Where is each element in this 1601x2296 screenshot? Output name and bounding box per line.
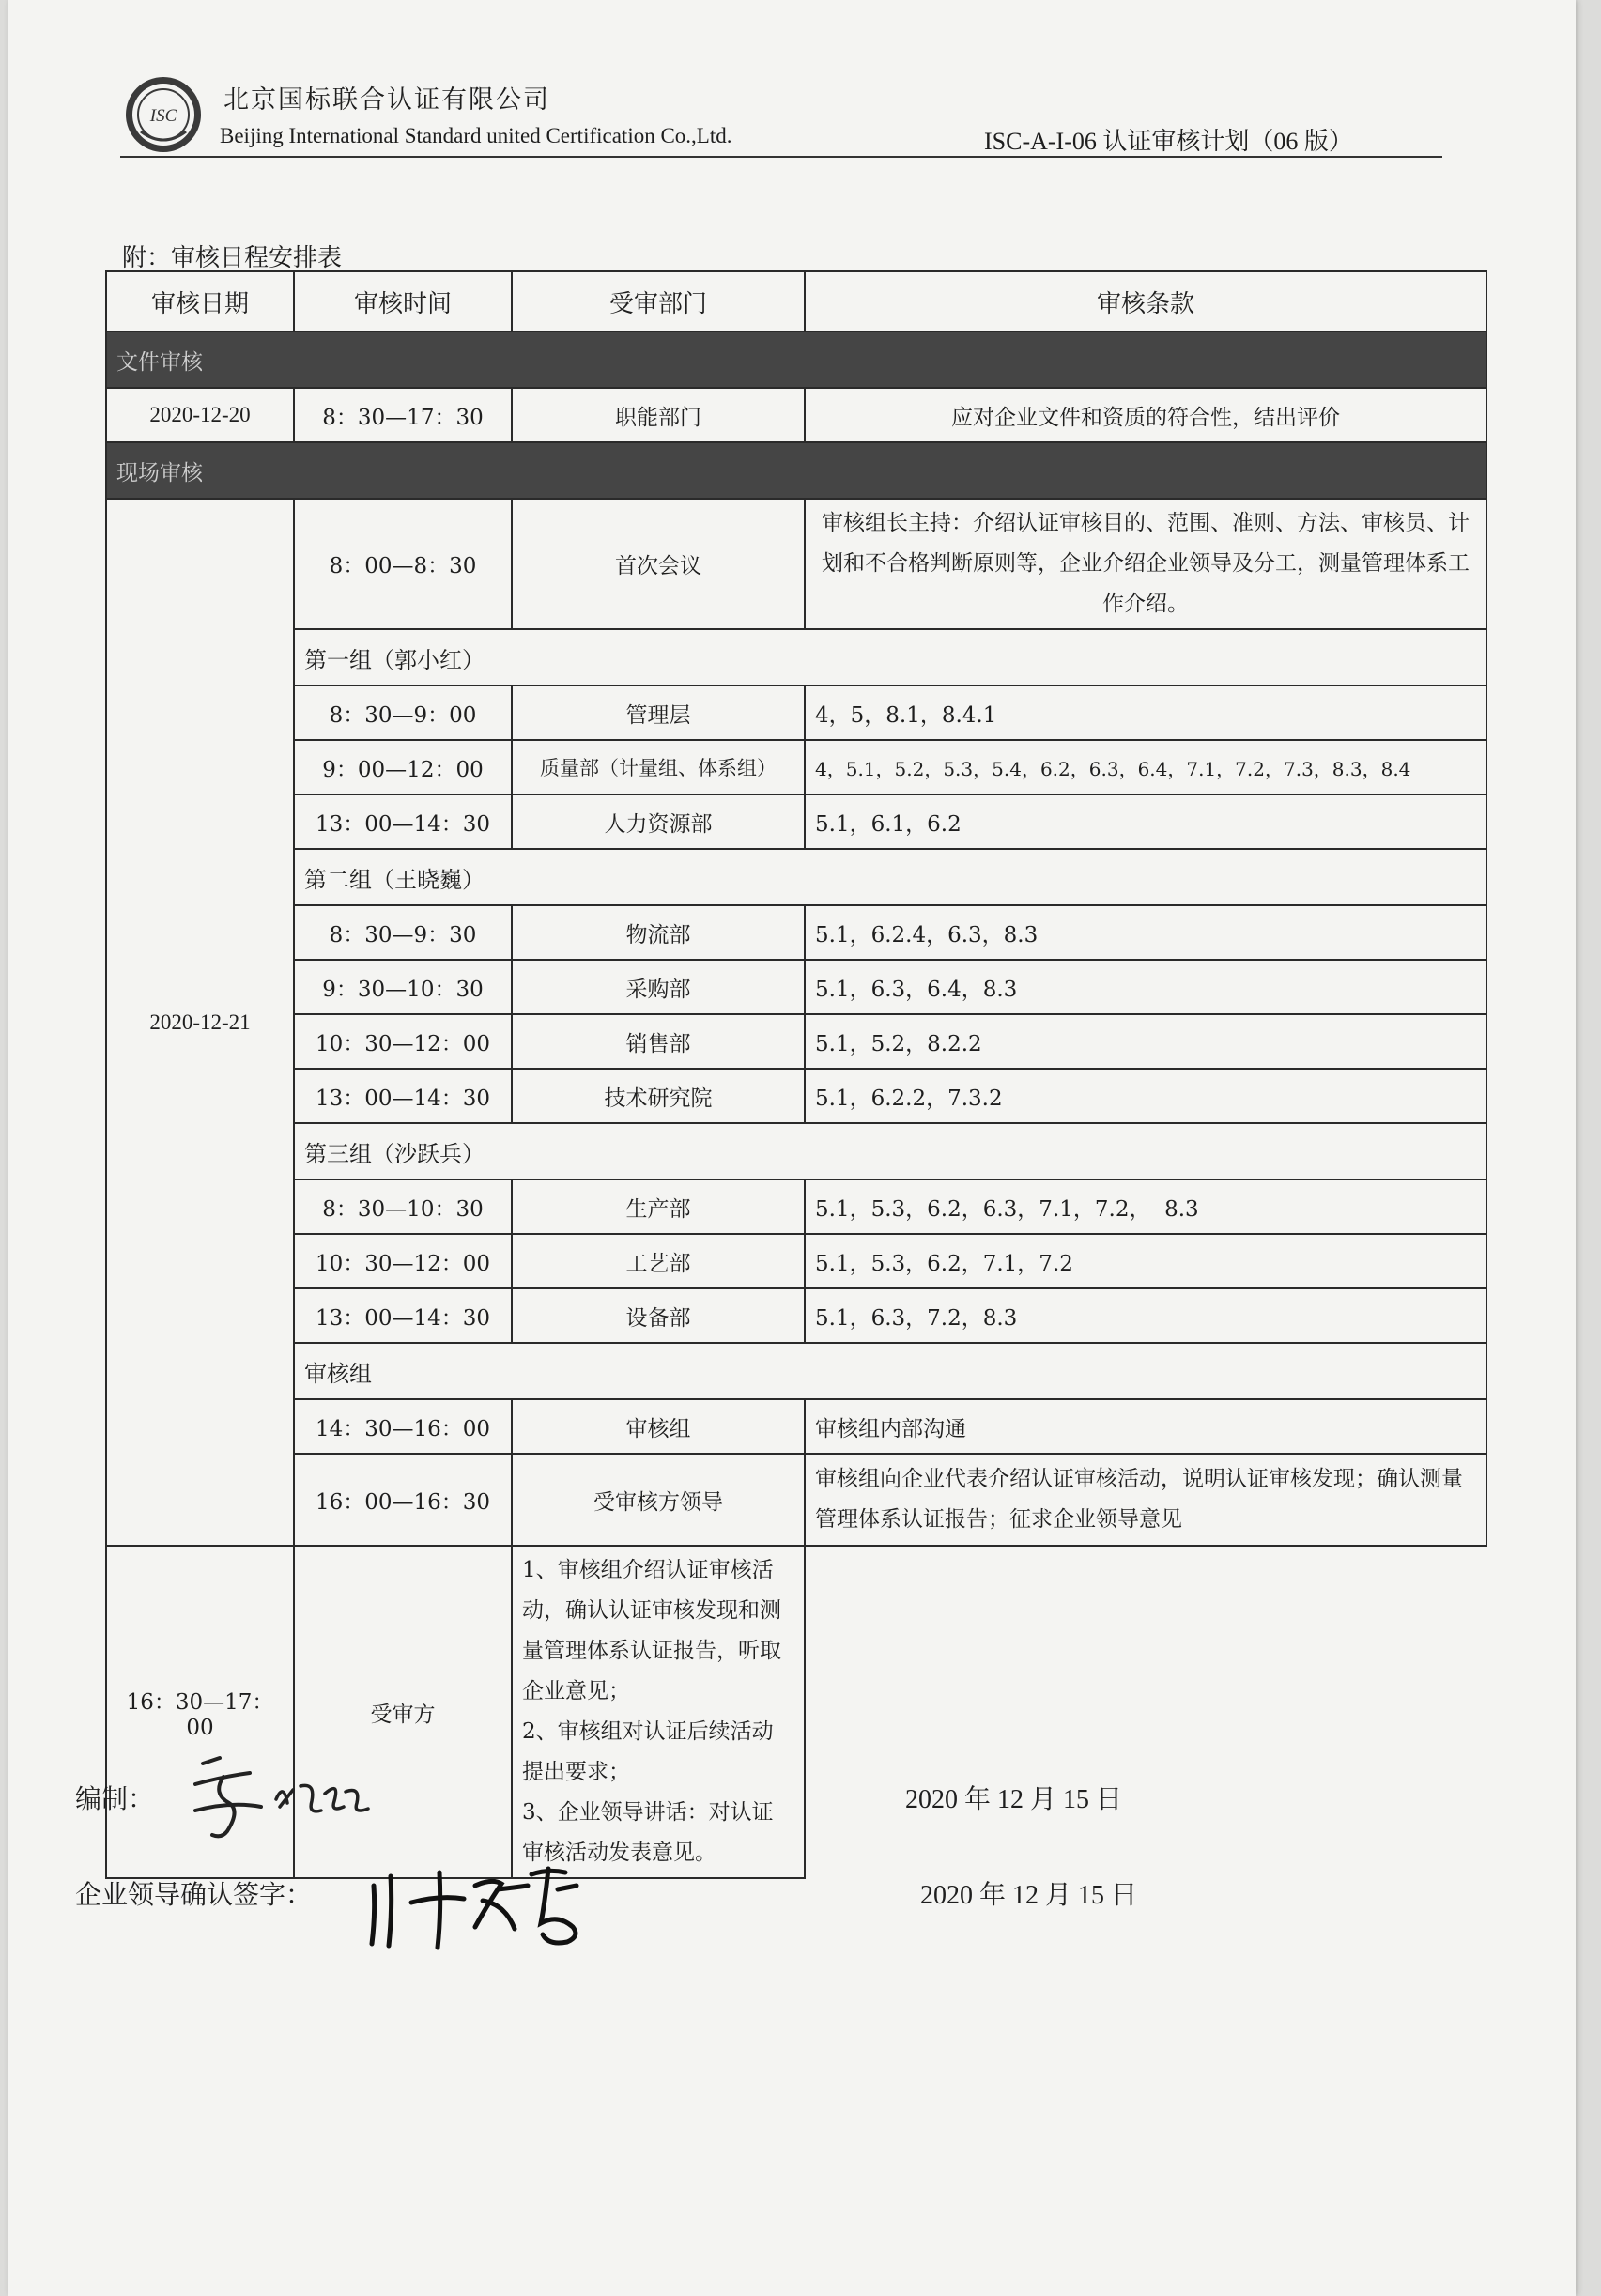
audit-dept: 首次会议: [512, 499, 805, 629]
prepared-by-signature: [175, 1745, 391, 1848]
audit-time: 16：30—17：00: [106, 1546, 294, 1878]
audit-clause: 4，5.1，5.2，5.3，5.4，6.2，6.3，6.4，7.1，7.2，7.3，8.3，8.4: [805, 740, 1486, 794]
audit-time: 8：30—17：30: [294, 388, 512, 442]
section-band: [106, 331, 1486, 388]
section-label: 文件审核: [106, 331, 1486, 388]
audit-dept: 物流部: [512, 905, 805, 960]
table-row: [106, 1069, 1486, 1123]
audit-time: 10：30—12：00: [294, 1014, 512, 1069]
audit-dept: 职能部门: [512, 388, 805, 442]
document-page: [8, 0, 1576, 2296]
leader-sign-date: 2020 年 12 月 15 日: [920, 1881, 1138, 1910]
leader-signature-label: 企业领导确认签字：: [75, 1879, 313, 1910]
audit-dept: 生产部: [512, 1179, 805, 1234]
audit-clause: 5.1，5.3，6.2，6.3，7.1，7.2， 8.3: [805, 1179, 1486, 1234]
column-header: 审核时间: [294, 271, 512, 331]
company-name-cn: 北京国标联合认证有限公司: [223, 85, 550, 115]
clause-item: 1、审核组介绍认证审核活动，确认认证审核发现和测量管理体系认证报告，听取企业意见；: [522, 1558, 781, 1703]
audit-dept: 受审方: [294, 1546, 512, 1878]
column-header: 受审部门: [512, 271, 805, 331]
audit-time: 14：30—16：00: [294, 1399, 512, 1454]
clause-item: 3、企业领导讲话：对认证审核活动发表意见。: [522, 1800, 774, 1865]
group-row: [106, 849, 1486, 905]
audit-clause: 4，5，8.1，8.4.1: [805, 686, 1486, 740]
table-row: [106, 1234, 1486, 1288]
table-row: [106, 499, 1486, 629]
audit-clause: 应对企业文件和资质的符合性，结出评价: [805, 388, 1486, 442]
group-label: 审核组: [294, 1343, 1486, 1399]
group-label: 第二组（王晓巍）: [294, 849, 1486, 905]
audit-dept: 受审核方领导: [512, 1454, 805, 1546]
audit-clause: 5.1，6.1，6.2: [805, 794, 1486, 849]
audit-dept: 质量部（计量组、体系组）: [512, 740, 805, 794]
table-row: [106, 740, 1486, 794]
prepared-by-label: 编制：: [75, 1783, 155, 1814]
group-label: 第三组（沙跃兵）: [294, 1123, 1486, 1179]
audit-time: 8：30—9：30: [294, 905, 512, 960]
company-logo: [124, 75, 203, 154]
header-divider: [120, 156, 1442, 158]
audit-clause: 5.1，6.2.2，7.3.2: [805, 1069, 1486, 1123]
audit-time: 8：00—8：30: [294, 499, 512, 629]
audit-date: 2020-12-21: [106, 499, 294, 1546]
audit-date: 2020-12-20: [106, 388, 294, 442]
table-row: [106, 1454, 1486, 1546]
audit-dept: 工艺部: [512, 1234, 805, 1288]
audit-clause: 5.1，6.3，6.4，8.3: [805, 960, 1486, 1014]
column-header: 审核日期: [106, 271, 294, 331]
audit-time: 16：00—16：30: [294, 1454, 512, 1546]
table-row: [106, 1014, 1486, 1069]
attachment-title: 附：审核日程安排表: [122, 244, 343, 272]
audit-clause: 5.1，6.2.4，6.3，8.3: [805, 905, 1486, 960]
group-row: [106, 1343, 1486, 1399]
table-row: [106, 1399, 1486, 1454]
group-label: 第一组（郭小红）: [294, 629, 1486, 686]
audit-clause: 5.1，5.3，6.2，7.1，7.2: [805, 1234, 1486, 1288]
section-band: [106, 442, 1486, 499]
audit-time: 9：00—12：00: [294, 740, 512, 794]
table-row: [106, 686, 1486, 740]
audit-dept: 管理层: [512, 686, 805, 740]
document-code: ISC-A-I-06 认证审核计划（06 版）: [984, 128, 1353, 155]
audit-schedule-table: [105, 270, 1487, 1879]
clause-item: 2、审核组对认证后续活动提出要求；: [522, 1719, 774, 1784]
table-row: [106, 388, 1486, 442]
audit-time: 8：30—10：30: [294, 1179, 512, 1234]
audit-dept: 审核组: [512, 1399, 805, 1454]
audit-clause: [512, 1546, 805, 1878]
audit-time: 8：30—9：00: [294, 686, 512, 740]
audit-time: 9：30—10：30: [294, 960, 512, 1014]
audit-dept: 采购部: [512, 960, 805, 1014]
audit-time: 10：30—12：00: [294, 1234, 512, 1288]
table-row: [106, 1288, 1486, 1343]
audit-dept: 销售部: [512, 1014, 805, 1069]
audit-dept: 设备部: [512, 1288, 805, 1343]
audit-time: 13：00—14：30: [294, 1069, 512, 1123]
audit-clause: 审核组长主持：介绍认证审核目的、范围、准则、方法、审核员、计划和不合格判断原则等，企业介绍企业领导及分工，测量管理体系工作介绍。: [805, 499, 1486, 629]
table-row: [106, 1179, 1486, 1234]
group-row: [106, 1123, 1486, 1179]
prepared-date: 2020 年 12 月 15 日: [905, 1785, 1123, 1814]
audit-time: 13：00—14：30: [294, 1288, 512, 1343]
leader-signature: [364, 1848, 608, 1961]
table-header-row: [106, 271, 1486, 331]
audit-dept: 技术研究院: [512, 1069, 805, 1123]
audit-dept: 人力资源部: [512, 794, 805, 849]
company-name-en: Beijing International Standard united Certification Co.,Ltd.: [220, 124, 732, 147]
section-label: 现场审核: [106, 442, 1486, 499]
group-row: [106, 629, 1486, 686]
audit-clause: 审核组内部沟通: [805, 1399, 1486, 1454]
audit-clause: 审核组向企业代表介绍认证审核活动，说明认证审核发现；确认测量管理体系认证报告；征求企业领导意见: [805, 1454, 1486, 1546]
svg-text:ISC: ISC: [149, 106, 177, 126]
audit-clause: 5.1，6.3，7.2，8.3: [805, 1288, 1486, 1343]
column-header: 审核条款: [805, 271, 1486, 331]
audit-clause: 5.1，5.2，8.2.2: [805, 1014, 1486, 1069]
table-row: [106, 905, 1486, 960]
table-row: [106, 794, 1486, 849]
audit-time: 13：00—14：30: [294, 794, 512, 849]
table-row: [106, 960, 1486, 1014]
